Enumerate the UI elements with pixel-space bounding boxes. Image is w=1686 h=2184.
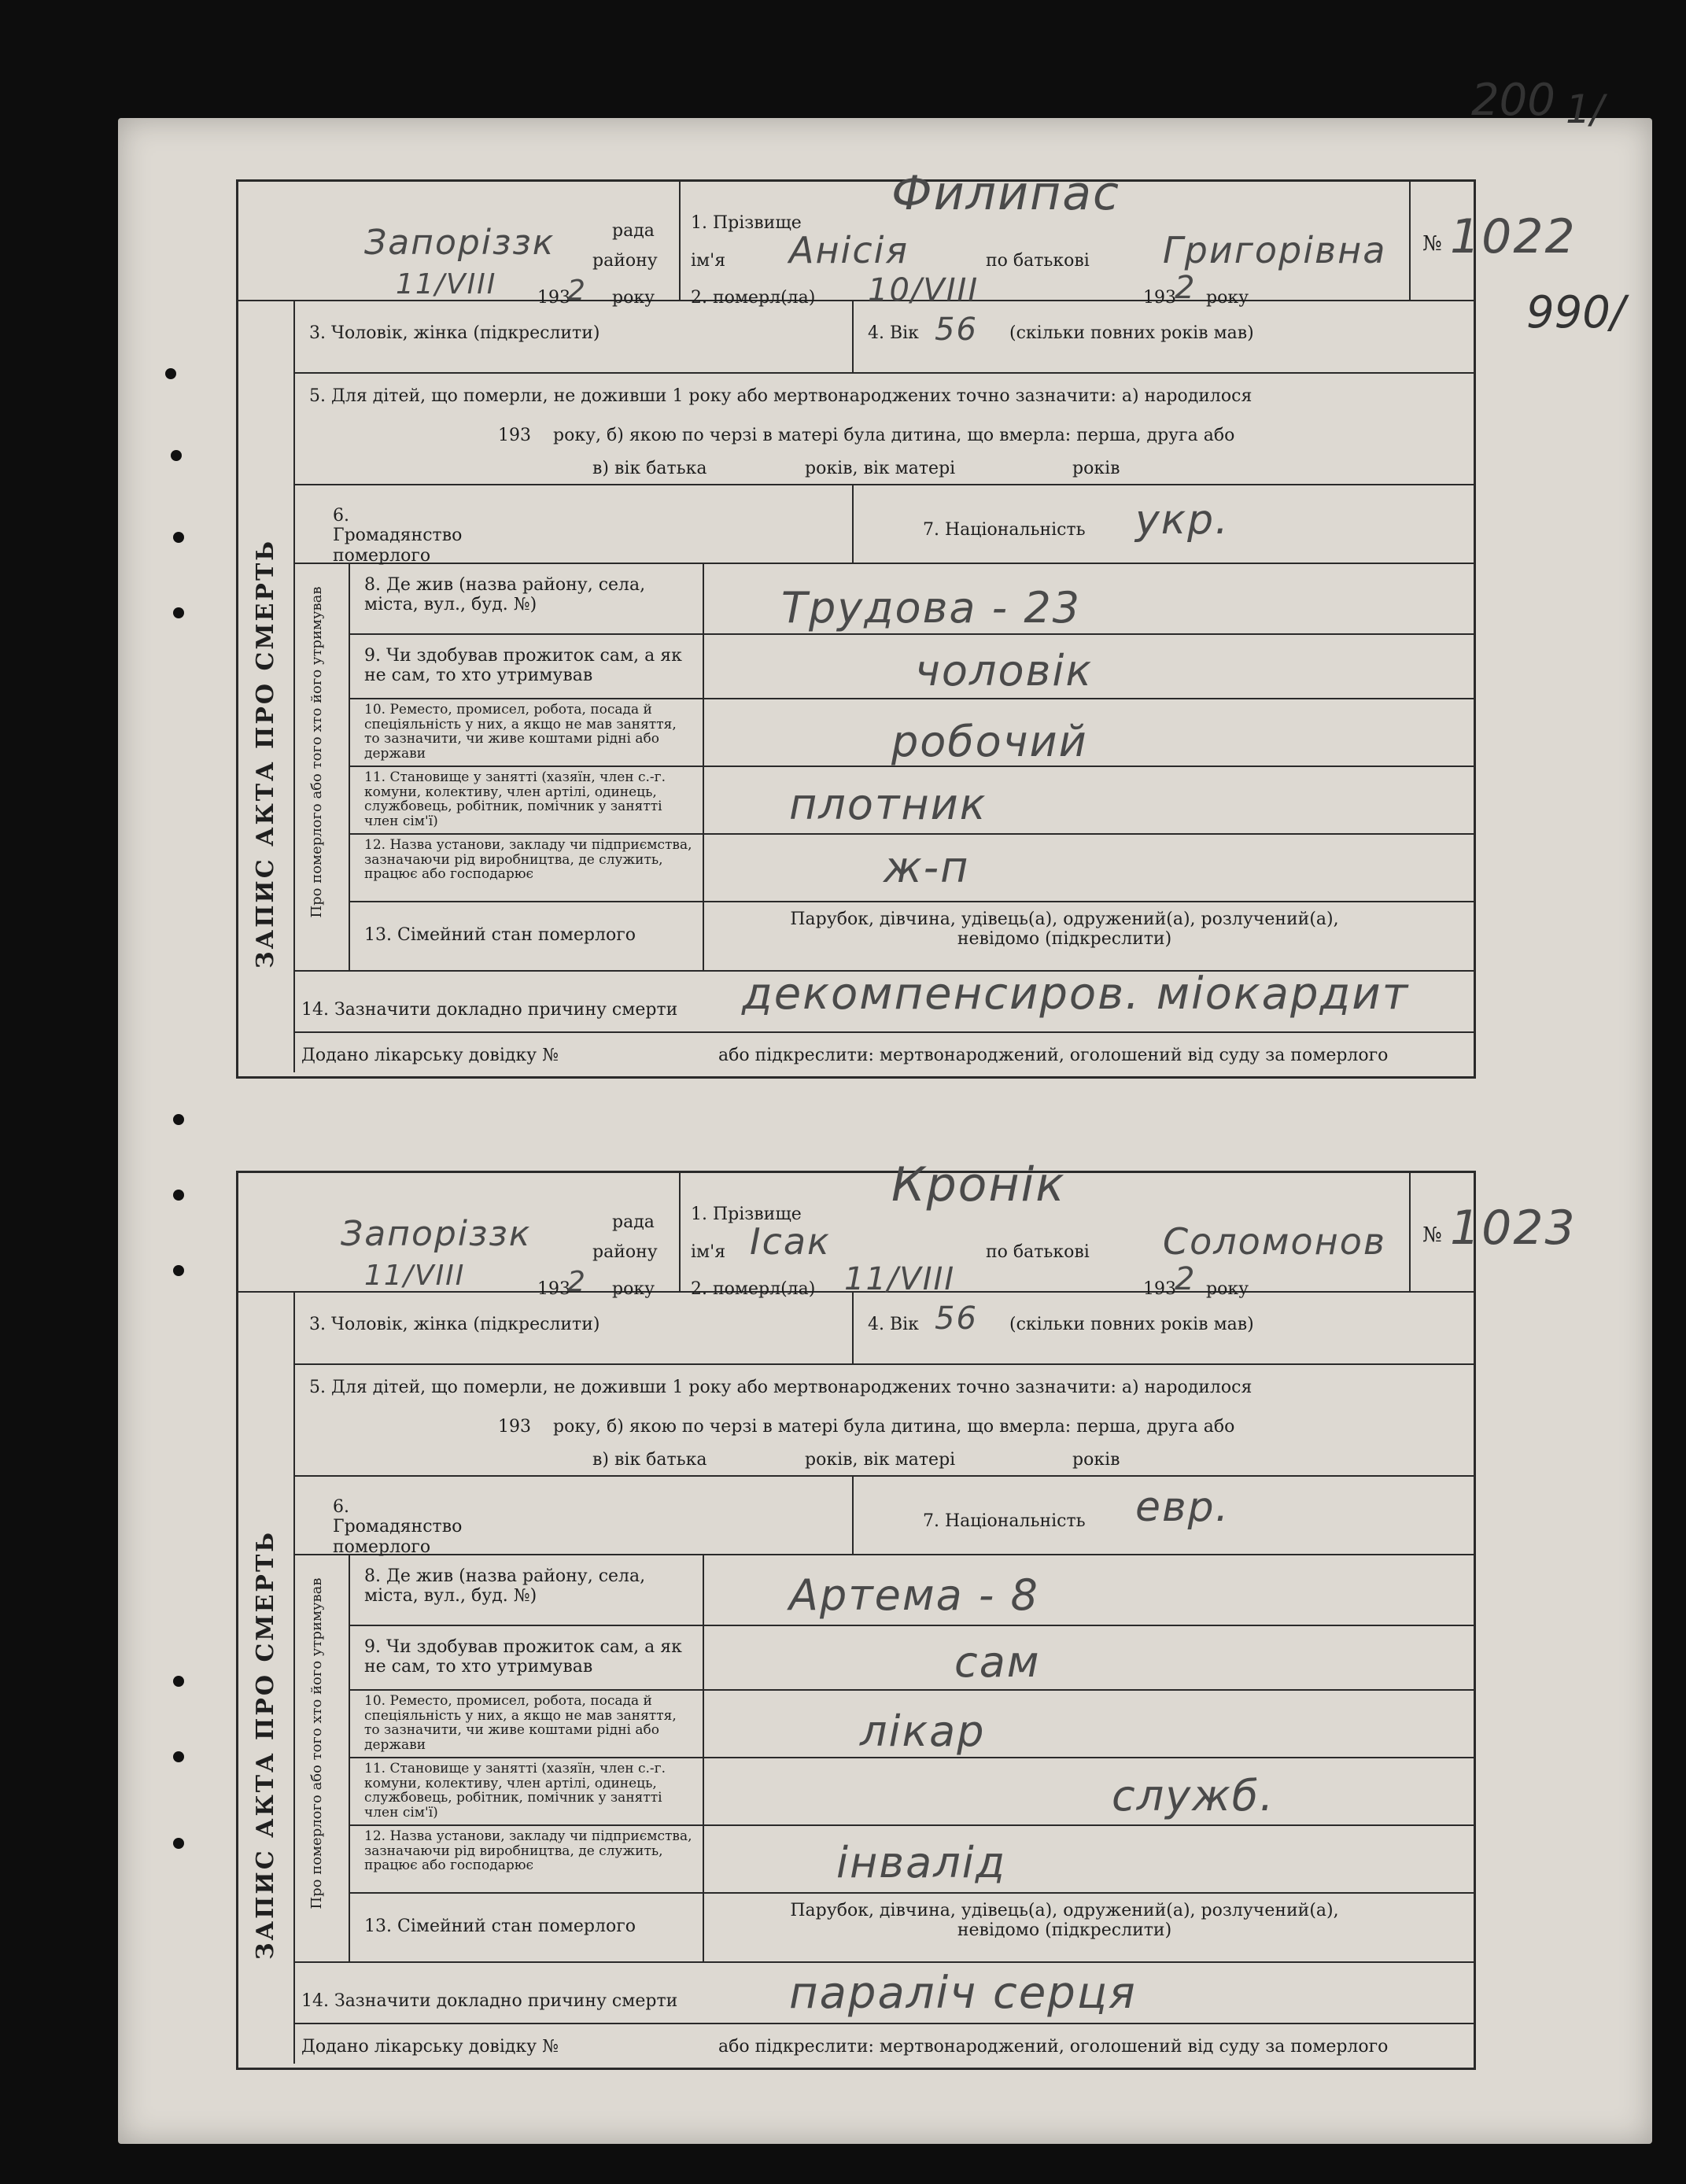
year-prefix: 193 <box>537 1279 570 1299</box>
number-sign: № <box>1422 232 1442 256</box>
label-position: 11. Становище у занятті (хазяїн, член с.-г. комуни, колективу, член артілі, одинець, службовець, робітник, помічник у занятті член сім'ї) <box>364 1761 666 1821</box>
record-number: 1022 <box>1450 209 1577 264</box>
label-livelihood: 9. Чи здобував прожиток сам, а як не сам, то хто утримував <box>364 1637 682 1677</box>
label-age-suffix: (скільки повних років мав) <box>1009 1315 1254 1334</box>
institution-value: ж-п <box>884 843 970 892</box>
age-value: 56 <box>935 1300 978 1337</box>
name-value: Ісак <box>750 1220 831 1263</box>
binder-hole <box>173 1114 184 1125</box>
side-subtitle: Про померлого або того хто його утримував <box>308 586 325 918</box>
year-prefix-3: 193 <box>498 1417 531 1437</box>
binder-hole <box>173 1751 184 1762</box>
patronymic-value: Соломонов <box>1163 1220 1386 1263</box>
position-value: плотник <box>789 780 987 829</box>
death-date: 11/VIII <box>844 1261 956 1297</box>
binder-hole <box>173 532 184 543</box>
registration-year-digit: 2 <box>567 1266 587 1298</box>
livelihood-value: чоловік <box>915 646 1093 695</box>
label-children-1: 5. Для дітей, що померли, не доживши 1 року або мертвонароджених точно зазначити: а) народилося <box>309 1378 1253 1397</box>
label-nationality: 7. Національність <box>923 520 1086 540</box>
label-age: 4. Вік <box>868 1315 919 1334</box>
label-citizenship: 6. Громадянство померлого <box>333 506 463 566</box>
label-livelihood: 9. Чи здобував прожиток сам, а як не сам, то хто утримував <box>364 646 682 686</box>
label-children-2: року, б) якою по черзі в матері була дитина, що вмерла: перша, друга або <box>553 1417 1235 1437</box>
label-children-3b: років, вік матері <box>805 1450 956 1470</box>
marital-options: Парубок, дівчина, удівець(а), одружений(а), розлучений(а), невідомо (підкреслити) <box>790 1901 1339 1941</box>
surname-value: Кронік <box>891 1157 1066 1212</box>
side-title: ЗАПИС АКТА ПРО СМЕРТЬ <box>252 538 279 968</box>
nationality-value: евр. <box>1135 1484 1230 1531</box>
registration-date: 11/VIII <box>396 268 497 301</box>
label-age-suffix: (скільки повних років мав) <box>1009 323 1254 343</box>
binder-hole <box>171 450 182 461</box>
label-position: 11. Становище у занятті (хазяїн, член с.-г. комуни, колективу, член артілі, одинець, службовець, робітник, помічник у занятті член сім'ї) <box>364 769 666 830</box>
binder-hole <box>173 1265 184 1276</box>
cause-value: параліч серця <box>789 1968 1137 2019</box>
label-occupation: 10. Реместо, промисел, робота, посада й спеціяльність у них, а якщо не мав заняття, то зазначити, чи живе коштами рідні або держави <box>364 1693 677 1754</box>
label-rada: рада <box>612 1212 655 1232</box>
label-nationality: 7. Національність <box>923 1511 1086 1531</box>
label-patronymic: по батькові <box>986 1242 1090 1262</box>
label-patronymic: по батькові <box>986 251 1090 271</box>
label-children-3: в) вік батька <box>592 459 707 478</box>
label-children-2: року, б) якою по черзі в матері була дитина, що вмерла: перша, друга або <box>553 426 1235 445</box>
binder-hole <box>173 1838 184 1849</box>
death-date: 10/VIII <box>868 272 980 308</box>
binder-hole <box>173 1676 184 1687</box>
label-marital: 13. Сімейний стан померлого <box>364 925 636 945</box>
label-occupation: 10. Реместо, промисел, робота, посада й спеціяльність у них, а якщо не мав заняття, то зазначити, чи живе коштами рідні або держави <box>364 702 677 762</box>
name-value: Анісія <box>789 229 909 271</box>
marital-options: Парубок, дівчина, удівець(а), одружений(а), розлучений(а), невідомо (підкреслити) <box>790 909 1339 950</box>
label-roku: року <box>612 1279 655 1299</box>
age-value: 56 <box>935 312 978 348</box>
nationality-value: укр. <box>1135 496 1230 544</box>
record-number: 1023 <box>1450 1201 1577 1256</box>
label-certificate-rest: або підкреслити: мертвонароджений, оголошений від суду за померлого <box>718 2037 1389 2057</box>
label-marital: 13. Сімейний стан померлого <box>364 1917 636 1936</box>
label-surname: 1. Прізвище <box>691 213 802 233</box>
occupation-value: лікар <box>860 1706 986 1756</box>
label-cause: 14. Зазначити докладно причину смерти <box>301 1991 678 2011</box>
side-title: ЗАПИС АКТА ПРО СМЕРТЬ <box>252 1529 279 1960</box>
binder-hole <box>165 368 176 379</box>
year-prefix-3: 193 <box>498 426 531 445</box>
council-name: Запоріззк <box>364 223 555 263</box>
occupation-value: робочий <box>891 717 1088 766</box>
label-children-1: 5. Для дітей, що померли, не доживши 1 року або мертвонароджених точно зазначити: а) народилося <box>309 386 1253 406</box>
label-certificate: Додано лікарську довідку № <box>301 1046 559 1065</box>
registration-year-digit: 2 <box>567 275 587 307</box>
side-subtitle: Про померлого або того хто його утримував <box>308 1577 325 1909</box>
label-children-3: в) вік батька <box>592 1450 707 1470</box>
council-name: Запоріззк <box>341 1214 532 1254</box>
label-residence: 8. Де жив (назва району, села, міста, вул., буд. №) <box>364 575 646 615</box>
surname-value: Филипас <box>891 166 1120 221</box>
death-year-digit: 2 <box>1175 270 1197 306</box>
label-sex: 3. Чоловік, жінка (підкреслити) <box>309 323 600 343</box>
institution-value: інвалід <box>836 1838 1007 1887</box>
label-citizenship: 6. Громадянство померлого <box>333 1497 463 1557</box>
registration-date: 11/VIII <box>364 1260 466 1292</box>
label-certificate-rest: або підкреслити: мертвонароджений, оголошений від суду за померлого <box>718 1046 1389 1065</box>
label-children-3b: років, вік матері <box>805 459 956 478</box>
label-died: 2. померл(ла) <box>691 1279 816 1299</box>
side-number: 990/ <box>1526 287 1625 338</box>
label-roku: року <box>612 288 655 308</box>
label-sex: 3. Чоловік, жінка (підкреслити) <box>309 1315 600 1334</box>
death-year-digit: 2 <box>1175 1261 1197 1297</box>
label-institution: 12. Назва установи, закладу чи підприємства, зазначаючи рід виробництва, де служить, працює або господарює <box>364 837 692 883</box>
cause-value: декомпенсиров. міокардит <box>742 968 1410 1020</box>
position-value: служб. <box>1112 1771 1275 1821</box>
label-age: 4. Вік <box>868 323 919 343</box>
year-prefix-2: 193 <box>1143 288 1176 308</box>
sheet-number: 200 <box>1471 75 1555 126</box>
number-sign: № <box>1422 1223 1442 1247</box>
binder-hole <box>173 1190 184 1201</box>
binder-hole <box>173 607 184 618</box>
label-raionu: району <box>592 251 658 271</box>
year-prefix: 193 <box>537 288 570 308</box>
death-record-form <box>236 1157 1577 2070</box>
label-residence: 8. Де жив (назва району, села, міста, вул., буд. №) <box>364 1566 646 1607</box>
year-prefix-2: 193 <box>1143 1279 1176 1299</box>
label-surname: 1. Прізвище <box>691 1205 802 1224</box>
livelihood-value: сам <box>954 1637 1041 1687</box>
label-died: 2. померл(ла) <box>691 288 816 308</box>
label-institution: 12. Назва установи, закладу чи підприємства, зазначаючи рід виробництва, де служить, працює або господарює <box>364 1828 692 1874</box>
label-roku-2: року <box>1206 288 1249 308</box>
label-raionu: району <box>592 1242 658 1262</box>
label-children-3c: років <box>1072 459 1120 478</box>
sheet-mark: 1/ <box>1566 87 1604 132</box>
label-name: ім'я <box>691 251 726 271</box>
label-roku-2: року <box>1206 1279 1249 1299</box>
residence-value: Артема - 8 <box>789 1570 1039 1620</box>
patronymic-value: Григорівна <box>1163 229 1387 271</box>
residence-value: Трудова - 23 <box>781 583 1082 633</box>
label-children-3c: років <box>1072 1450 1120 1470</box>
label-name: ім'я <box>691 1242 726 1262</box>
label-rada: рада <box>612 221 655 241</box>
label-certificate: Додано лікарську довідку № <box>301 2037 559 2057</box>
label-cause: 14. Зазначити докладно причину смерти <box>301 1000 678 1020</box>
